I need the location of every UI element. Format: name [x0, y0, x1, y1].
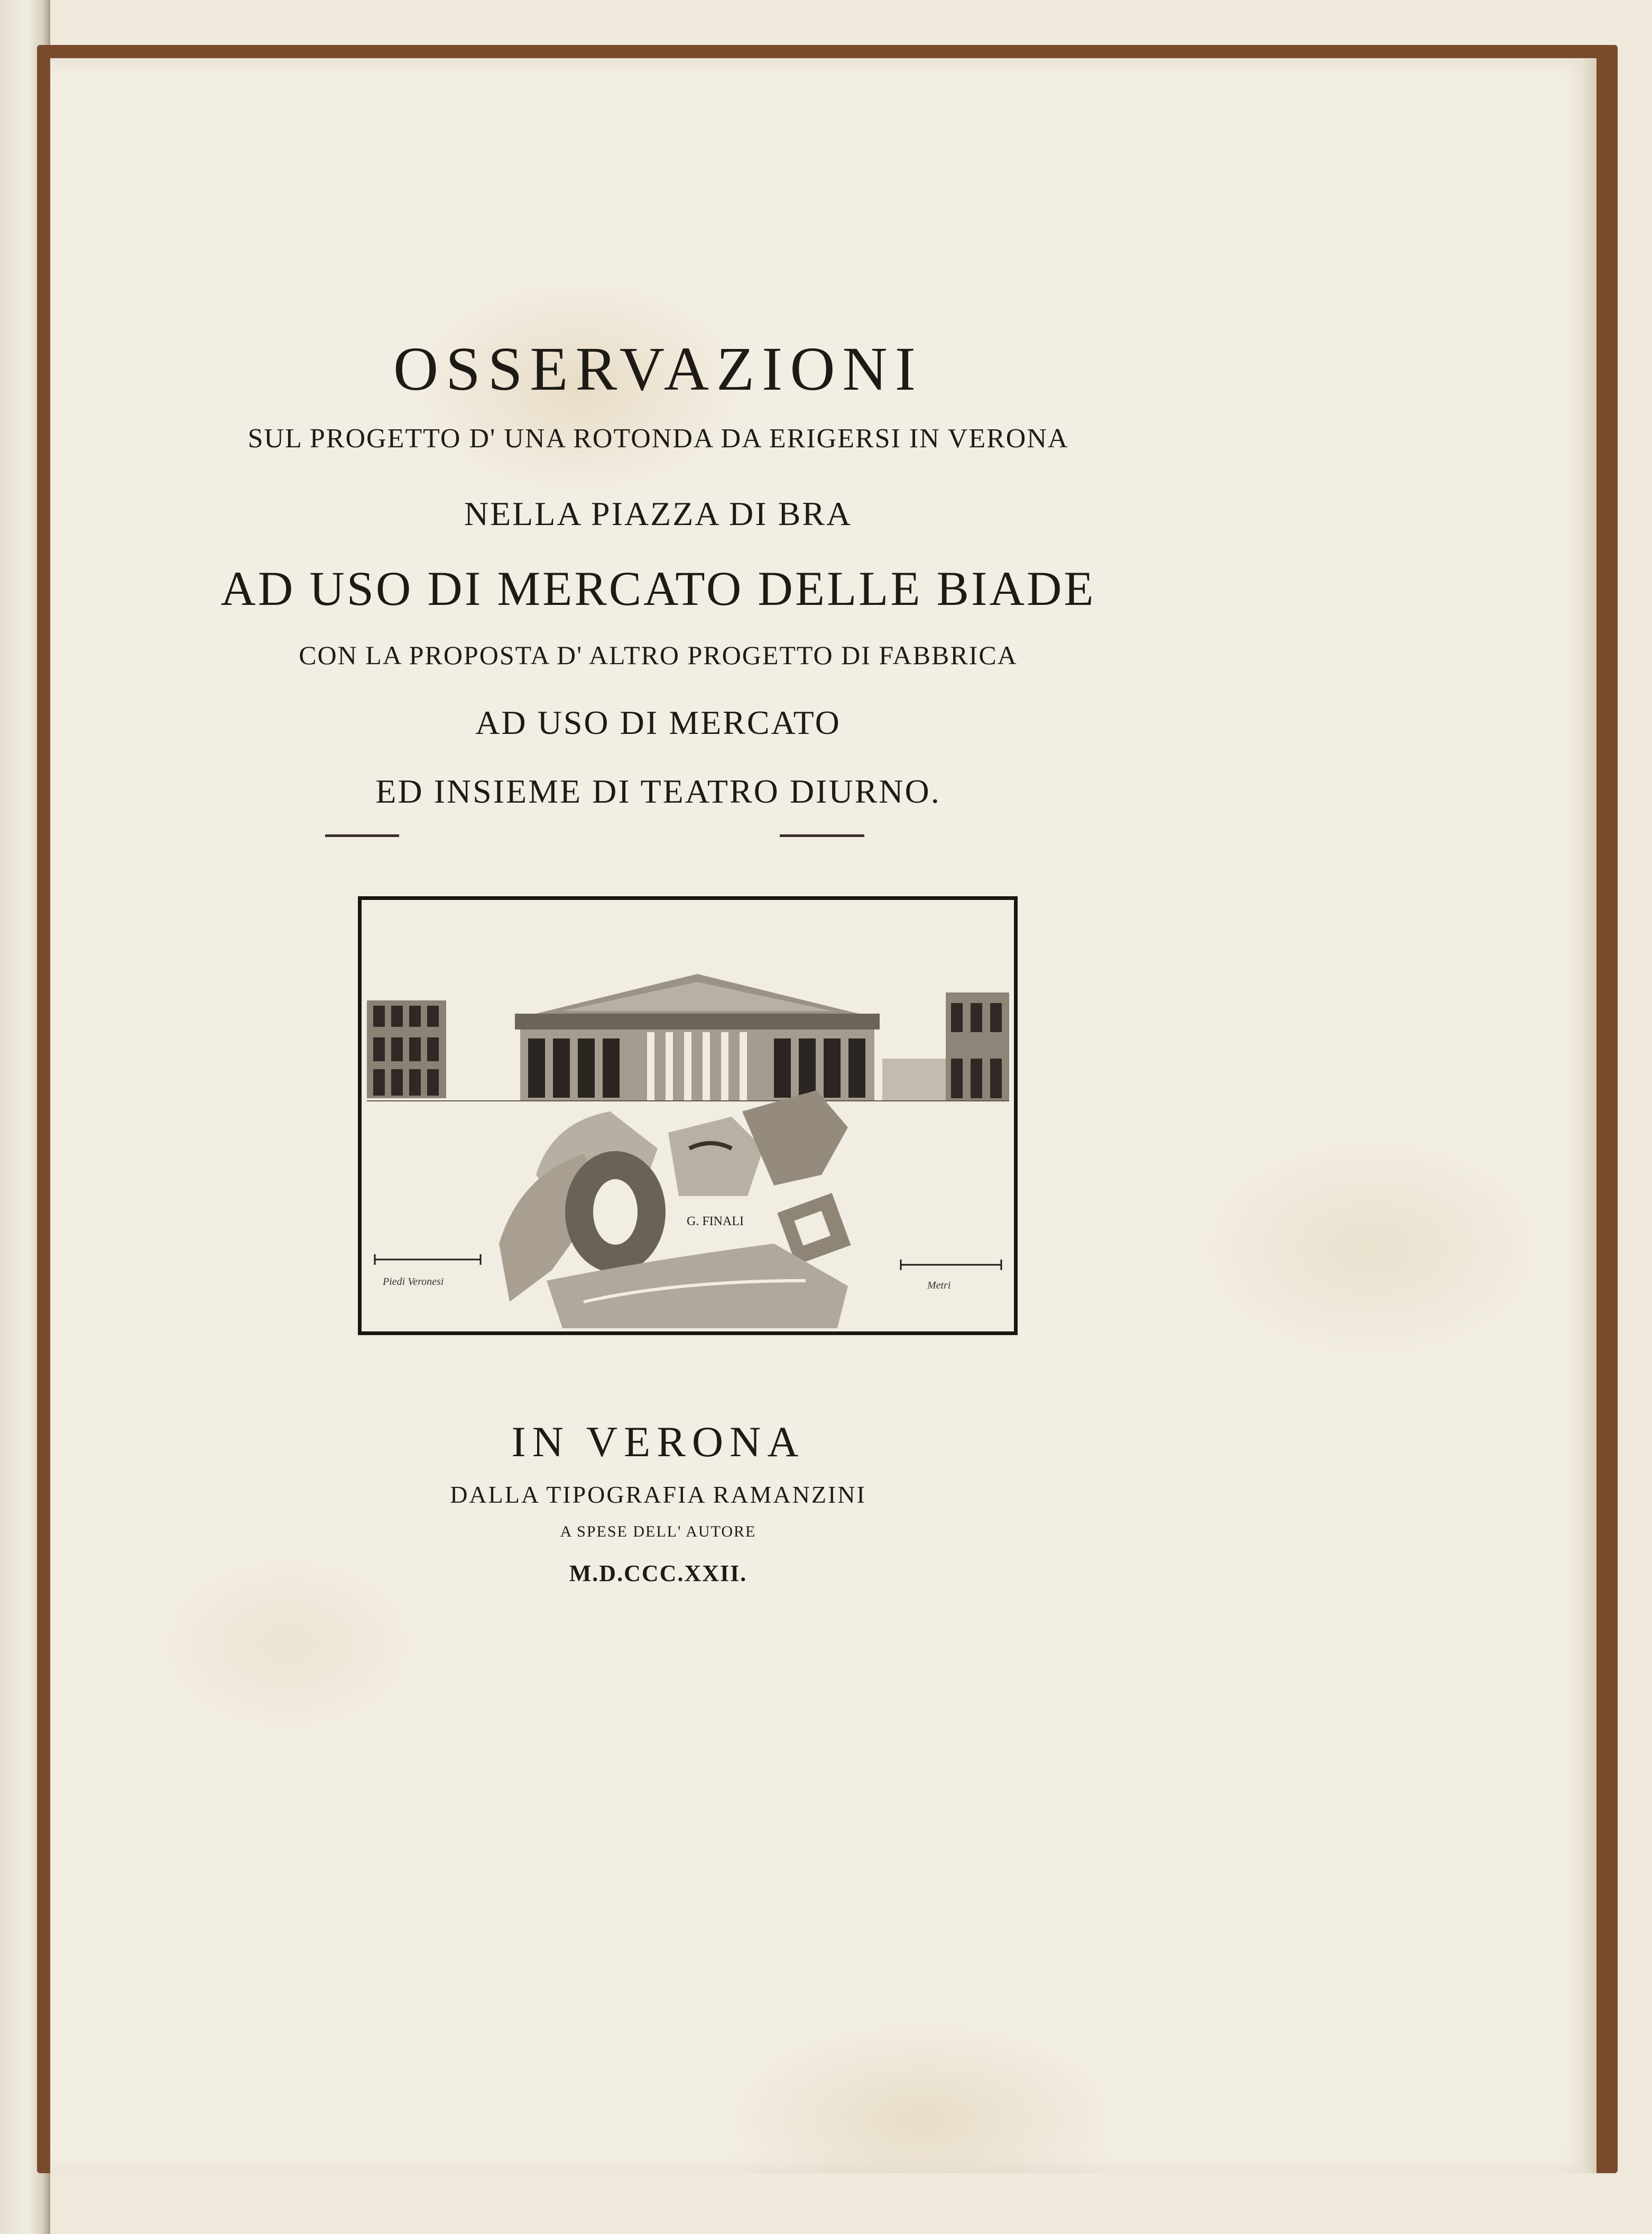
scale-label-right: Metri	[927, 1280, 951, 1291]
side-building-drawing	[882, 992, 1009, 1101]
imprint-printer: DALLA TIPOGRAFIA RAMANZINI	[450, 1481, 866, 1508]
subtitle-line-6: ED INSIEME DI TEATRO DIURNO.	[375, 773, 941, 810]
plan-label: G. FINALI	[687, 1215, 744, 1228]
subtitle-line-3: AD USO DI MERCATO DELLE BIADE	[220, 562, 1096, 615]
market-building-drawing	[515, 974, 880, 1101]
subtitle-line-2: NELLA PIAZZA DI BRA	[464, 495, 853, 532]
imprint-expense-note: A SPESE DELL' AUTORE	[560, 1523, 756, 1540]
piazza-plan-drawing	[499, 1090, 851, 1328]
subtitle-line-4: CON LA PROPOSTA D' ALTRO PROGETTO DI FABBRICA	[299, 640, 1018, 670]
ornament-rule-right	[780, 834, 864, 837]
page-title: OSSERVAZIONI	[393, 334, 924, 403]
subtitle-line-1: SUL PROGETTO D' UNA ROTONDA DA ERIGERSI IN VERONA	[247, 424, 1069, 454]
vignette-engraving	[362, 900, 1014, 1331]
scale-label-left: Piedi Veronesi	[383, 1276, 444, 1288]
imprint-city: IN VERONA	[511, 1418, 805, 1466]
page-edge	[1581, 58, 1596, 2173]
title-page	[50, 58, 1596, 2173]
ornament-rule-left	[325, 834, 399, 837]
subtitle-line-5: AD USO DI MERCATO	[475, 704, 841, 741]
scale-bar-left	[375, 1254, 481, 1265]
scale-bar-right	[901, 1260, 1001, 1270]
engraved-vignette	[358, 896, 1018, 1335]
arena-facade-drawing	[367, 1000, 446, 1098]
imprint-year: M.D.CCC.XXII.	[569, 1560, 747, 1586]
